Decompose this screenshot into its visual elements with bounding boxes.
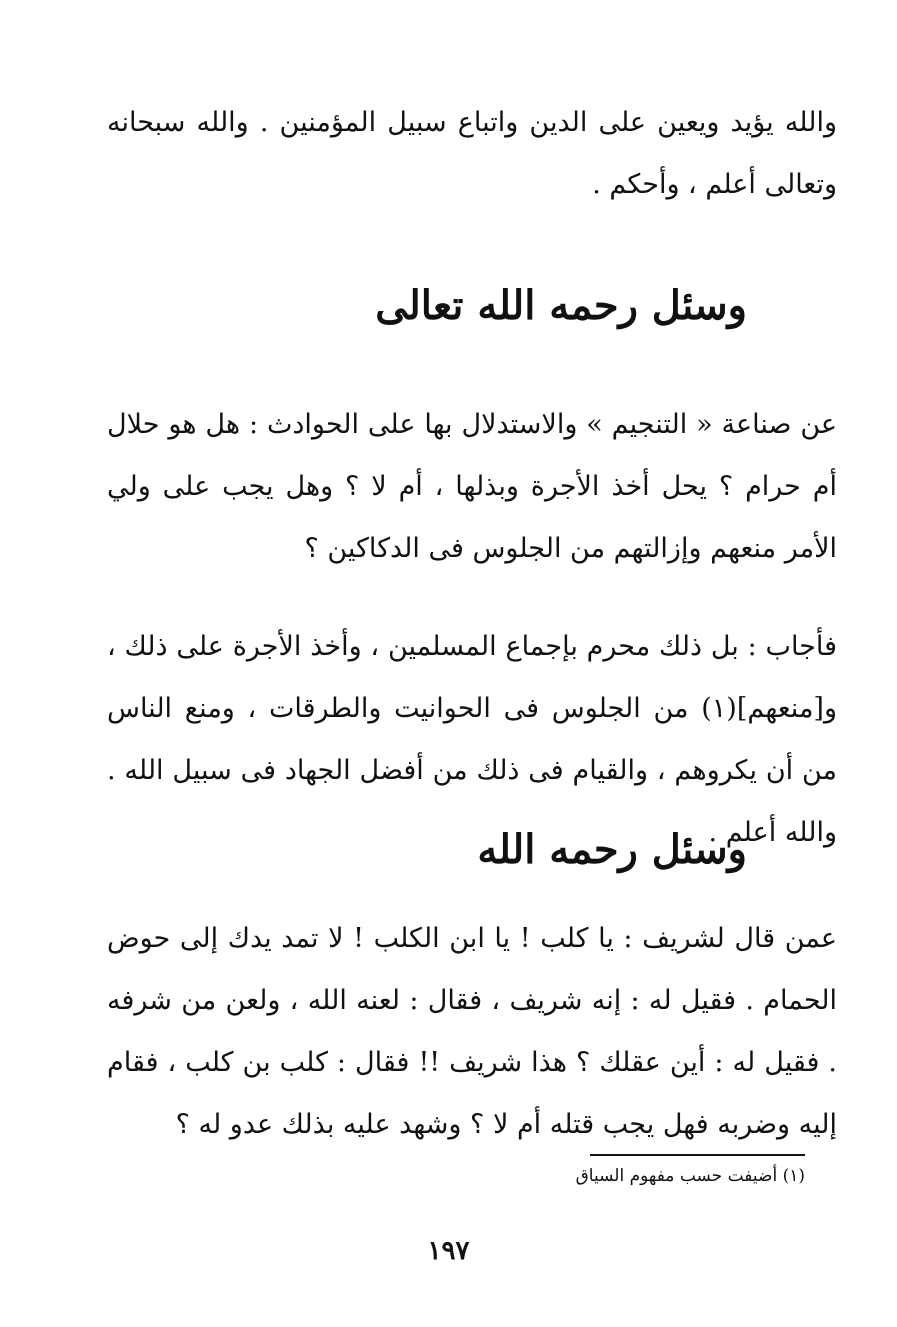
question-paragraph-2: عمن قال لشريف : يا كلب ! يا ابن الكلب ! لا تمد يدك إلى حوض الحمام . فقيل له : إنه شريف ، فقال : لعنه الله ، ولعن من شرفه . فقيل له : أين عقلك ؟ هذا شريف !! فقال : كلب بن كلب ، فقام إليه وضربه فهل يجب قتله أم لا ؟ وشهد عليه بذلك عدو له ؟ [107,923,837,1140]
footnote: (١) أضيفت حسب مفهوم السياق [575,1166,805,1186]
question-heading-2: وسئل رحمه الله [477,826,747,873]
footnote-divider [590,1154,805,1156]
intro-paragraph: والله يؤيد ويعين على الدين واتباع سبيل المؤمنين . والله سبحانه وتعالى أعلم ، وأحكم . [107,107,837,200]
question-paragraph-1: عن صناعة « التنجيم » والاستدلال بها على الحوادث : هل هو حلال أم حرام ؟ يحل أخذ الأجرة وبذلها ، أم لا ؟ وهل يجب على ولي الأمر منعهم وإزالتهم من الجلوس فى الدكاكين ؟ [107,409,837,564]
page-number: ١٩٧ [427,1236,470,1266]
question-heading-1: وسئل رحمه الله تعالى [375,282,747,329]
answer-paragraph-1: فأجاب : بل ذلك محرم بإجماع المسلمين ، وأخذ الأجرة على ذلك ، و[منعهم](١) من الجلوس فى الحوانيت والطرقات ، ومنع الناس من أن يكروهم ، والقيام فى ذلك من أفضل الجهاد فى سبيل الله . والله أعلم . [107,631,837,848]
